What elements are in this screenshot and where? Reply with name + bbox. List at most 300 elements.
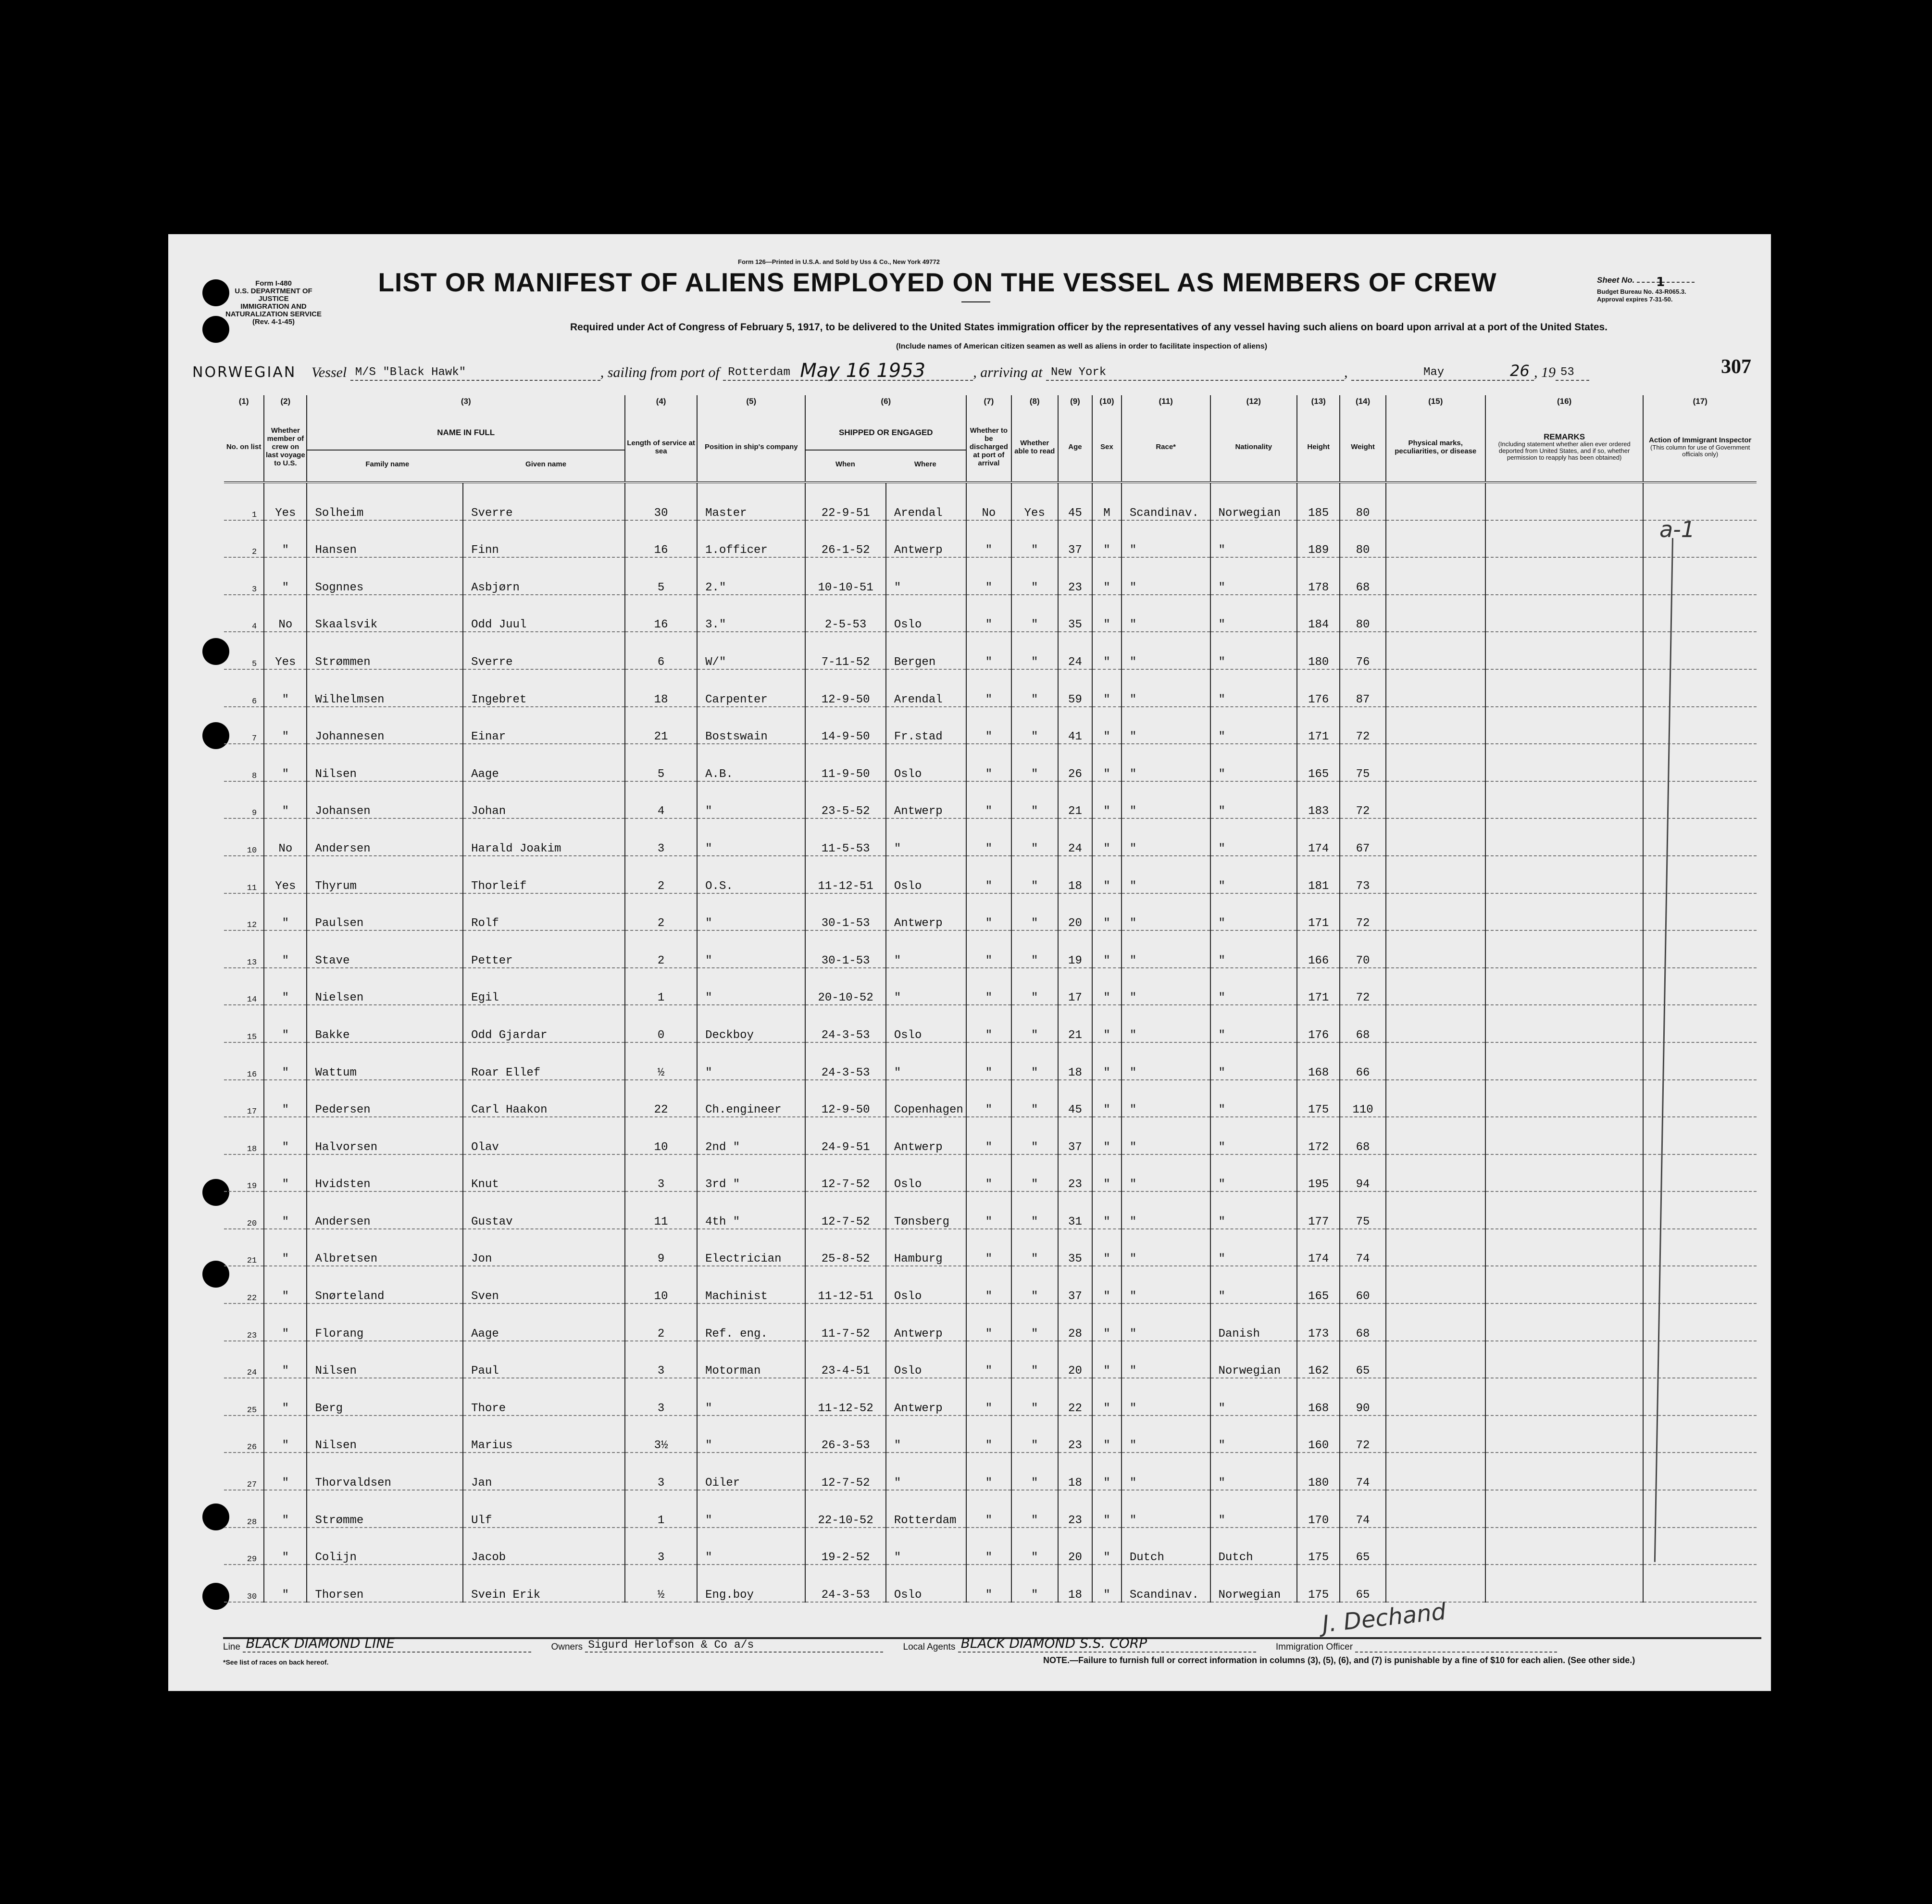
cell-family-name: Nielsen (307, 968, 463, 1005)
cell-to-be-discharged: " (966, 1565, 1011, 1602)
cell-physical-marks (1386, 1528, 1485, 1565)
cell-nationality: Norwegian (1210, 482, 1297, 520)
cell-physical-marks (1386, 1154, 1485, 1192)
cell-to-be-discharged: " (966, 669, 1011, 707)
cell-inspector-action (1643, 1378, 1757, 1415)
departure-port: Rotterdam (728, 366, 790, 379)
cell-crew-number: 23 (224, 1303, 264, 1341)
cell-member-last-voyage: " (264, 1266, 307, 1303)
cell-crew-number: 16 (224, 1042, 264, 1080)
cell-able-to-read: " (1011, 1117, 1058, 1154)
cell-weight: 75 (1340, 1191, 1385, 1229)
cell-weight: 87 (1340, 669, 1385, 707)
header-weight: Weight (1340, 413, 1385, 482)
cell-to-be-discharged: " (966, 893, 1011, 931)
cell-age: 18 (1058, 1565, 1092, 1602)
cell-sex: " (1092, 1229, 1122, 1266)
cell-physical-marks (1386, 1080, 1485, 1117)
cell-physical-marks (1386, 1229, 1485, 1266)
cell-position: W/" (697, 632, 805, 669)
cell-remarks (1485, 1042, 1644, 1080)
cell-shipped-where: Oslo (886, 1565, 966, 1602)
cell-member-last-voyage: " (264, 669, 307, 707)
cell-shipped-where: Oslo (886, 1341, 966, 1378)
col-num: (3) (307, 395, 625, 413)
crew-row (224, 557, 1757, 595)
cell-given-name: Roar Ellef (463, 1042, 625, 1080)
cell-shipped-where: Fr.stad (886, 707, 966, 744)
cell-shipped-when: 24-3-53 (805, 1042, 885, 1080)
line-handwritten: BLACK DIAMOND LINE (246, 1635, 395, 1651)
cell-position: Machinist (697, 1266, 805, 1303)
cell-remarks (1485, 856, 1644, 893)
cell-sex: " (1092, 632, 1122, 669)
cell-nationality: " (1210, 1490, 1297, 1528)
cell-family-name: Florang (307, 1303, 463, 1341)
arrival-month: May (1423, 366, 1445, 379)
cell-weight: 74 (1340, 1229, 1385, 1266)
cell-sex: " (1092, 1080, 1122, 1117)
cell-age: 45 (1058, 482, 1092, 520)
cell-physical-marks (1386, 520, 1485, 558)
cell-shipped-where: Oslo (886, 1005, 966, 1042)
cell-remarks (1485, 1266, 1644, 1303)
cell-to-be-discharged: " (966, 968, 1011, 1005)
cell-sex: " (1092, 1154, 1122, 1192)
cell-to-be-discharged: " (966, 781, 1011, 819)
cell-nationality: " (1210, 1453, 1297, 1490)
nationality-handwritten: NORWEGIAN (192, 364, 297, 381)
cell-inspector-action (1643, 1528, 1757, 1565)
crew-row (224, 1341, 1757, 1378)
cell-race: " (1122, 1378, 1210, 1415)
cell-shipped-where: Antwerp (886, 1117, 966, 1154)
cell-inspector-action (1643, 1415, 1757, 1453)
cell-height: 175 (1297, 1528, 1340, 1565)
cell-age: 21 (1058, 1005, 1092, 1042)
cell-sex: " (1092, 669, 1122, 707)
cell-age: 23 (1058, 1490, 1092, 1528)
year-prefix: , 19 (1533, 364, 1556, 380)
footer (223, 1637, 1761, 1653)
cell-given-name: Paul (463, 1341, 625, 1378)
cell-shipped-when: 24-3-53 (805, 1005, 885, 1042)
cell-to-be-discharged: " (966, 595, 1011, 632)
cell-race: " (1122, 968, 1210, 1005)
cell-weight: 74 (1340, 1490, 1385, 1528)
cell-weight: 73 (1340, 856, 1385, 893)
cell-inspector-action (1643, 1453, 1757, 1490)
cell-nationality: " (1210, 557, 1297, 595)
cell-shipped-where: Antwerp (886, 781, 966, 819)
cell-length-of-service: 3 (625, 1453, 697, 1490)
cell-shipped-where: Oslo (886, 744, 966, 781)
cell-race: " (1122, 669, 1210, 707)
cell-inspector-action (1643, 1490, 1757, 1528)
cell-race: " (1122, 930, 1210, 968)
cell-length-of-service: 30 (625, 482, 697, 520)
cell-shipped-when: 24-3-53 (805, 1565, 885, 1602)
cell-able-to-read: " (1011, 1191, 1058, 1229)
cell-family-name: Nilsen (307, 1341, 463, 1378)
header-race: Race* (1122, 413, 1210, 482)
cell-age: 22 (1058, 1378, 1092, 1415)
cell-crew-number: 24 (224, 1341, 264, 1378)
cell-sex: " (1092, 520, 1122, 558)
cell-sex: " (1092, 1303, 1122, 1341)
col-num: (6) (805, 395, 966, 413)
cell-nationality: " (1210, 1191, 1297, 1229)
cell-length-of-service: 2 (625, 930, 697, 968)
cell-sex: M (1092, 482, 1122, 520)
cell-position: " (697, 968, 805, 1005)
header-family-name: Family name (365, 460, 410, 468)
col-num: (7) (966, 395, 1011, 413)
cell-position: Electrician (697, 1229, 805, 1266)
cell-physical-marks (1386, 1117, 1485, 1154)
cell-height: 175 (1297, 1080, 1340, 1117)
cell-to-be-discharged: " (966, 1154, 1011, 1192)
budget-bureau: Budget Bureau No. 43-R065.3. Approval expires 7-31-50. (1597, 288, 1686, 303)
cell-weight: 66 (1340, 1042, 1385, 1080)
cell-age: 35 (1058, 1229, 1092, 1266)
cell-sex: " (1092, 1266, 1122, 1303)
cell-member-last-voyage: " (264, 1191, 307, 1229)
cell-to-be-discharged: " (966, 1528, 1011, 1565)
cell-crew-number: 2 (224, 520, 264, 558)
cell-length-of-service: 3 (625, 1528, 697, 1565)
cell-able-to-read: " (1011, 856, 1058, 893)
crew-row (224, 968, 1757, 1005)
cell-race: " (1122, 1154, 1210, 1192)
cell-able-to-read: " (1011, 1528, 1058, 1565)
cell-physical-marks (1386, 1042, 1485, 1080)
cell-sex: " (1092, 1415, 1122, 1453)
cell-crew-number: 5 (224, 632, 264, 669)
cell-able-to-read: " (1011, 1154, 1058, 1192)
cell-physical-marks (1386, 482, 1485, 520)
cell-shipped-when: 11-12-52 (805, 1378, 885, 1415)
cell-member-last-voyage: No (264, 818, 307, 856)
cell-position: Ch.engineer (697, 1080, 805, 1117)
cell-to-be-discharged: " (966, 1303, 1011, 1341)
penalty-note: NOTE.—Failure to furnish full or correct information in columns (3), (5), (6), and (7) is punishable by a fine of $10 for each alien. (See other side.) (1043, 1655, 1635, 1665)
cell-race: " (1122, 1117, 1210, 1154)
cell-member-last-voyage: " (264, 1490, 307, 1528)
cell-remarks (1485, 520, 1644, 558)
cell-age: 45 (1058, 1080, 1092, 1117)
col-num: (10) (1092, 395, 1122, 413)
cell-position: " (697, 1528, 805, 1565)
cell-inspector-action (1643, 781, 1757, 819)
cell-given-name: Carl Haakon (463, 1080, 625, 1117)
cell-physical-marks (1386, 818, 1485, 856)
cell-member-last-voyage: " (264, 1005, 307, 1042)
cell-nationality: " (1210, 707, 1297, 744)
header-name-in-full (307, 413, 625, 482)
cell-able-to-read: " (1011, 1378, 1058, 1415)
cell-to-be-discharged: " (966, 1080, 1011, 1117)
cell-nationality: " (1210, 744, 1297, 781)
cell-remarks (1485, 707, 1644, 744)
cell-height: 171 (1297, 968, 1340, 1005)
cell-shipped-where: Oslo (886, 1154, 966, 1192)
cell-race: " (1122, 707, 1210, 744)
cell-remarks (1485, 744, 1644, 781)
cell-able-to-read: " (1011, 781, 1058, 819)
cell-height: 180 (1297, 632, 1340, 669)
cell-length-of-service: 0 (625, 1005, 697, 1042)
action-sub: (This column for use of Government officials only) (1650, 444, 1750, 458)
cell-age: 20 (1058, 1341, 1092, 1378)
cell-position: " (697, 893, 805, 931)
cell-member-last-voyage: Yes (264, 856, 307, 893)
cell-sex: " (1092, 744, 1122, 781)
crew-row (224, 1415, 1757, 1453)
cell-physical-marks (1386, 930, 1485, 968)
cell-length-of-service: 2 (625, 893, 697, 931)
cell-to-be-discharged: " (966, 520, 1011, 558)
cell-age: 37 (1058, 1266, 1092, 1303)
header-able-to-read: Whether able to read (1011, 413, 1058, 482)
cell-length-of-service: 5 (625, 557, 697, 595)
column-header-row (224, 413, 1757, 482)
cell-physical-marks (1386, 781, 1485, 819)
cell-race: " (1122, 893, 1210, 931)
cell-race: Scandinav. (1122, 1565, 1210, 1602)
cell-shipped-where: Oslo (886, 595, 966, 632)
cell-shipped-where: Antwerp (886, 520, 966, 558)
cell-position: " (697, 1378, 805, 1415)
cell-member-last-voyage: Yes (264, 482, 307, 520)
cell-member-last-voyage: " (264, 707, 307, 744)
cell-shipped-when: 10-10-51 (805, 557, 885, 595)
cell-height: 176 (1297, 1005, 1340, 1042)
cell-family-name: Wilhelmsen (307, 669, 463, 707)
cell-member-last-voyage: " (264, 1378, 307, 1415)
cell-race: " (1122, 557, 1210, 595)
cell-position: " (697, 1042, 805, 1080)
crew-row (224, 482, 1757, 520)
cell-sex: " (1092, 595, 1122, 632)
col-num: (2) (264, 395, 307, 413)
cell-height: 173 (1297, 1303, 1340, 1341)
cell-length-of-service: 4 (625, 781, 697, 819)
cell-remarks (1485, 930, 1644, 968)
header-age: Age (1058, 413, 1092, 482)
cell-shipped-when: 12-7-52 (805, 1453, 885, 1490)
cell-to-be-discharged: " (966, 818, 1011, 856)
cell-member-last-voyage: " (264, 893, 307, 931)
cell-race: " (1122, 1229, 1210, 1266)
crew-row (224, 1303, 1757, 1341)
cell-inspector-action (1643, 930, 1757, 968)
cell-shipped-where: Antwerp (886, 893, 966, 931)
cell-race: " (1122, 1042, 1210, 1080)
cell-remarks (1485, 968, 1644, 1005)
cell-position: Bostswain (697, 707, 805, 744)
cell-family-name: Stave (307, 930, 463, 968)
crew-row (224, 744, 1757, 781)
cell-given-name: Ingebret (463, 669, 625, 707)
cell-family-name: Nilsen (307, 1415, 463, 1453)
cell-shipped-when: 26-1-52 (805, 520, 885, 558)
cell-shipped-when: 12-9-50 (805, 669, 885, 707)
cell-shipped-where: Hamburg (886, 1229, 966, 1266)
cell-able-to-read: " (1011, 557, 1058, 595)
cell-length-of-service: 3½ (625, 1415, 697, 1453)
cell-to-be-discharged: " (966, 1229, 1011, 1266)
cell-family-name: Solheim (307, 482, 463, 520)
cell-shipped-when: 11-5-53 (805, 818, 885, 856)
name-in-full-label: NAME IN FULL (307, 416, 624, 451)
crew-row (224, 1490, 1757, 1528)
col-num: (13) (1297, 395, 1340, 413)
cell-remarks (1485, 1117, 1644, 1154)
cell-age: 31 (1058, 1191, 1092, 1229)
cell-age: 18 (1058, 1453, 1092, 1490)
cell-race: " (1122, 1266, 1210, 1303)
cell-family-name: Strømmen (307, 632, 463, 669)
cell-to-be-discharged: " (966, 744, 1011, 781)
cell-remarks (1485, 1303, 1644, 1341)
col-num: (8) (1011, 395, 1058, 413)
cell-age: 23 (1058, 1154, 1092, 1192)
cell-family-name: Berg (307, 1378, 463, 1415)
crew-row (224, 1154, 1757, 1192)
cell-remarks (1485, 1341, 1644, 1378)
cell-family-name: Bakke (307, 1005, 463, 1042)
cell-given-name: Aage (463, 1303, 625, 1341)
cell-inspector-action (1643, 856, 1757, 893)
header-action-of-inspector (1643, 413, 1757, 482)
include-notice: (Include names of American citizen seamen as well as aliens in order to facilitate inspection of aliens) (896, 342, 1268, 351)
cell-weight: 67 (1340, 818, 1385, 856)
cell-shipped-when: 30-1-53 (805, 893, 885, 931)
crew-row (224, 520, 1757, 558)
cell-weight: 94 (1340, 1154, 1385, 1192)
cell-shipped-when: 2-5-53 (805, 595, 885, 632)
cell-length-of-service: ½ (625, 1042, 697, 1080)
crew-row (224, 781, 1757, 819)
cell-crew-number: 9 (224, 781, 264, 819)
cell-position: " (697, 818, 805, 856)
cell-shipped-where: " (886, 1528, 966, 1565)
crew-row (224, 1229, 1757, 1266)
cell-length-of-service: 16 (625, 595, 697, 632)
sailing-date-handwritten: May 16 1953 (800, 360, 926, 382)
cell-race: " (1122, 1453, 1210, 1490)
cell-inspector-action (1643, 1341, 1757, 1378)
cell-member-last-voyage: " (264, 1453, 307, 1490)
cell-length-of-service: 1 (625, 1490, 697, 1528)
cell-sex: " (1092, 968, 1122, 1005)
cell-height: 170 (1297, 1490, 1340, 1528)
cell-race: Scandinav. (1122, 482, 1210, 520)
cell-weight: 80 (1340, 482, 1385, 520)
cell-age: 19 (1058, 930, 1092, 968)
page-number: 307 (1721, 356, 1751, 378)
cell-nationality: " (1210, 1415, 1297, 1453)
col-num: (17) (1693, 397, 1708, 406)
col-num: (11) (1122, 395, 1210, 413)
cell-able-to-read: " (1011, 968, 1058, 1005)
cell-remarks (1485, 893, 1644, 931)
sheet-number-value: 1 (1656, 275, 1665, 289)
cell-given-name: Egil (463, 968, 625, 1005)
cell-race: " (1122, 1341, 1210, 1378)
cell-shipped-when: 23-4-51 (805, 1341, 885, 1378)
cell-length-of-service: 22 (625, 1080, 697, 1117)
cell-height: 183 (1297, 781, 1340, 819)
cell-to-be-discharged: " (966, 1453, 1011, 1490)
col-num: (5) (697, 395, 805, 413)
cell-weight: 70 (1340, 930, 1385, 968)
cell-shipped-when: 7-11-52 (805, 632, 885, 669)
cell-crew-number: 14 (224, 968, 264, 1005)
cell-to-be-discharged: " (966, 707, 1011, 744)
cell-given-name: Rolf (463, 893, 625, 931)
cell-physical-marks (1386, 744, 1485, 781)
shipped-label: SHIPPED OR ENGAGED (806, 416, 966, 451)
cell-weight: 110 (1340, 1080, 1385, 1117)
cell-shipped-where: Rotterdam (886, 1490, 966, 1528)
crew-row (224, 595, 1757, 632)
agents-handwritten: BLACK DIAMOND S.S. CORP (960, 1635, 1147, 1651)
cell-weight: 72 (1340, 968, 1385, 1005)
statutory-notice: Required under Act of Congress of February 5, 1917, to be delivered to the United States immigration officer by the representatives of any vessel having such aliens on board upon arrival at a port of the United States. (570, 322, 1608, 333)
cell-nationality: " (1210, 930, 1297, 968)
cell-position: Motorman (697, 1341, 805, 1378)
cell-member-last-voyage: " (264, 1303, 307, 1341)
crew-row (224, 1266, 1757, 1303)
cell-nationality: " (1210, 1080, 1297, 1117)
crew-row (224, 856, 1757, 893)
cell-weight: 60 (1340, 1266, 1385, 1303)
cell-height: 168 (1297, 1042, 1340, 1080)
cell-inspector-action (1643, 595, 1757, 632)
cell-crew-number: 29 (224, 1528, 264, 1565)
cell-race: Dutch (1122, 1528, 1210, 1565)
cell-shipped-when: 11-7-52 (805, 1303, 885, 1341)
cell-height: 181 (1297, 856, 1340, 893)
cell-member-last-voyage: " (264, 1341, 307, 1378)
crew-row (224, 1117, 1757, 1154)
cell-position: " (697, 781, 805, 819)
cell-weight: 80 (1340, 520, 1385, 558)
crew-row (224, 893, 1757, 931)
cell-shipped-when: 22-9-51 (805, 482, 885, 520)
cell-given-name: Jan (463, 1453, 625, 1490)
cell-member-last-voyage: " (264, 744, 307, 781)
cell-to-be-discharged: " (966, 1378, 1011, 1415)
cell-given-name: Thore (463, 1378, 625, 1415)
cell-crew-number: 4 (224, 595, 264, 632)
cell-able-to-read: " (1011, 1266, 1058, 1303)
cell-able-to-read: " (1011, 1565, 1058, 1602)
cell-crew-number: 22 (224, 1266, 264, 1303)
cell-age: 21 (1058, 781, 1092, 819)
cell-nationality: " (1210, 632, 1297, 669)
cell-weight: 80 (1340, 595, 1385, 632)
header-remarks (1485, 413, 1644, 482)
cell-inspector-action (1643, 744, 1757, 781)
form-id: Form I-480 U.S. DEPARTMENT OF JUSTICE IMMIGRATION AND NATURALIZATION SERVICE (Rev. 4-1-45) (225, 279, 322, 326)
cell-member-last-voyage: " (264, 1154, 307, 1192)
cell-position: A.B. (697, 744, 805, 781)
cell-member-last-voyage: " (264, 968, 307, 1005)
cell-shipped-where: " (886, 1453, 966, 1490)
